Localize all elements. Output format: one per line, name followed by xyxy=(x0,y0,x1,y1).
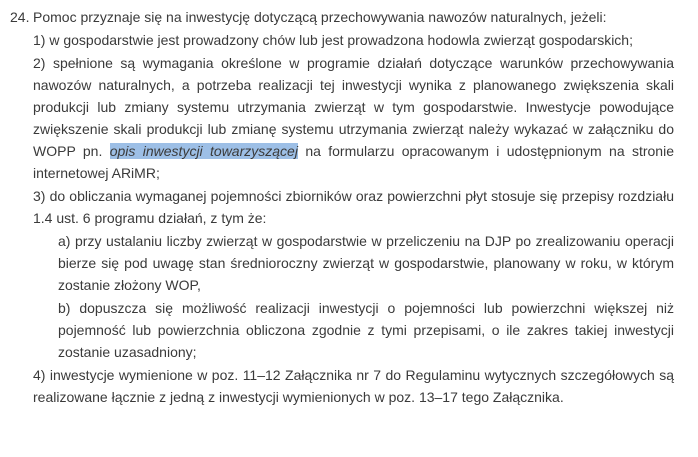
point-3: 3) do obliczania wymaganej pojemności zbiorników oraz powierzchni płyt stosuje się przepisy rozdziału 1.4 ust. 6 programu działań, z tym że: xyxy=(33,188,674,226)
point-2 xyxy=(33,52,674,184)
point-2-text-before: 2) spełnione są wymagania określone w programie działań dotyczące warunków przechowywania nawozów naturalnych, a potrzeba realizacji tej inwestycji wynika z planowanego zwiększenia skali produkcji lub zmiany systemu utrzymania zwierząt w tym gospodarstwie. Inwestycje powodujące zwiększenie skali produkcji lub zmianę systemu utrzymania zwierząt należy wykazać w załączniku do WOPP pn. xyxy=(33,55,674,159)
point-3-sub-b: b) dopuszcza się możliwość realizacji inwestycji o pojemności lub powierzchni większej niż pojemność lub powierzchnia obliczona zgodnie z tymi przepisami, o ile zakres takiej inwestycji zostanie uzasadniony; xyxy=(58,300,674,360)
point-3-sub-a: a) przy ustalaniu liczby zwierząt w gospodarstwie w przeliczeniu na DJP po zrealizowaniu operacji bierze się pod uwagę stan średnioroczny zwierząt w gospodarstwie, planowany w roku, w którym zostanie złożony WOP, xyxy=(58,233,674,293)
item-24 xyxy=(10,6,674,28)
item-number: 24. xyxy=(10,9,30,25)
item-intro-text: Pomoc przyznaje się na inwestycję dotyczącą przechowywania nawozów naturalnych, jeżeli: xyxy=(33,9,607,25)
point-4: 4) inwestycje wymienione w poz. 11–12 Załącznika nr 7 do Regulaminu wytycznych szczegółowych są realizowane łącznie z jedną z inwestycji wymienionych w poz. 13–17 tego Załącznika. xyxy=(33,367,674,405)
highlighted-phrase: opis inwestycji towarzyszącej xyxy=(109,143,298,159)
point-1: 1) w gospodarstwie jest prowadzony chów lub jest prowadzona hodowla zwierząt gospodarskich; xyxy=(33,32,633,48)
point-2-text-after: na formularzu opracowanym i udostępnionym na stronie internetowej ARiMR; xyxy=(33,143,674,181)
